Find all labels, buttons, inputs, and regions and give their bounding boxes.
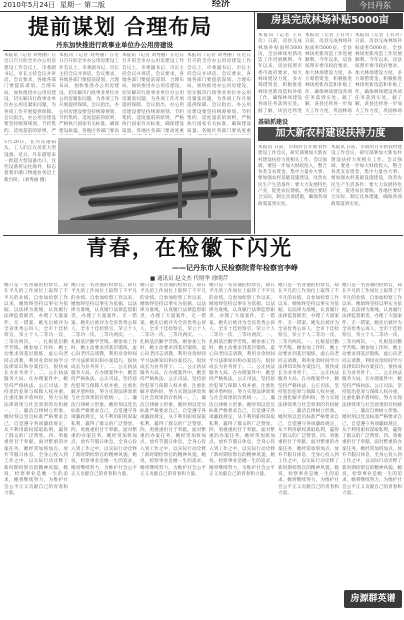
edition-number: 第二版 [84, 1, 105, 9]
right-mid-title: 加大新农村建设扶持力度 [275, 128, 386, 139]
footer-banner-label: 房源群英谱 [350, 594, 396, 604]
right-top-body-col1: 本报讯（记者 王有功）日前，房县完成林场补贴面积5000亩，全县林场更新改造工作进展顺利。今年以来，房县按照市委市政府要求，加大林场建设力度，多方筹措资金，积极推进林场更新改造和补贴工作，确保林场建设各项任务落到实处。据了解，该县还将进 [258, 33, 302, 114]
feature-body-col4: 她只是一名普通的检察官，却在平凡的工作岗位上取得了不平凡的业绩。自参加检察工作以来，她始终坚持以事实为依据、以法律为准绳，认真履行法律监督职责，办理了大量案件，无一错案。她先后被评为全省优秀公诉人、全市十佳检察官，荣立个人二等功一次、三等功两次。一、扎根基层勤学苦练。刚参加工作时，她主动要求到基层锻炼，虚心向老同志请教，利用业余时间学习法律知识和办案技巧，很快成长为业务骨干。二、公正执法服务大局。在办理案件中，她坚持严格执法、公正司法，坚持惩治犯罪与保障人权并重，注重化解矛盾纠纷，努力实现法律效果与社会效果的有机统一。三、廉洁自律树立形象。她时刻以党员标准严格要求自己，自觉遵守各项廉政规定，从不利用职权谋取私利，赢得了群众的广泛赞誉。四、勇挑重担甘于奉献。面对繁重的办案任务，她经常加班加点，放弃节假日休息，全身心投入到工作之中，以实际行动诠释了新时期检察官的精神风貌。她说，检察事业是她一生的追求，她将继续努力，为维护社会公平正义贡献自己的青春和力量。 [209, 283, 275, 477]
issue-date: 2010年5月24日 [3, 1, 56, 9]
feature-subtitle: ——记丹东市人民检察院青年检察官李峥 [172, 264, 298, 272]
feature-body-col6: 她只是一名普通的检察官，却在平凡的工作岗位上取得了不平凡的业绩。自参加检察工作以来，她始终坚持以事实为依据、以法律为准绳，认真履行法律监督职责，办理了大量案件，无一错案。她先后被评为全省优秀公诉人、全市十佳检察官，荣立个人二等功一次、三等功两次。一、扎根基层勤学苦练。刚参加工作时，她主动要求到基层锻炼，虚心向老同志请教，利用业余时间学习法律知识和办案技巧，很快成长为业务骨干。二、公正执法服务大局。在办理案件中，她坚持严格执法、公正司法，坚持惩治犯罪与保障人权并重，注重化解矛盾纠纷，努力实现法律效果与社会效果的有机统一。三、廉洁自律树立形象。她时刻以党员标准严格要求自己，自觉遵守各项廉政规定，从不利用职权谋取私利，赢得了群众的广泛赞誉。四、勇挑重担甘于奉献。面对繁重的办案任务，她经常加班加点，放弃节假日休息，全身心投入到工作之中，以实际行动诠释了新时期检察官的精神风貌。她说，检察事业是她一生的追求，她将继续努力，为维护社会公平正义贡献自己的青春和力量。 [342, 283, 402, 496]
photo-caption: 5月20日，在丹东港码头，工人们正在吊装大型设备。近日，丹东港迎来一批超大型设备出口，这些设备将运往海外，标志着我市港口物流业务迈上新台阶。（刘秀丽 摄） [4, 140, 56, 183]
right-top-title-bar [257, 13, 403, 29]
feature-body-col5: 她只是一名普通的检察官，却在平凡的工作岗位上取得了不平凡的业绩。自参加检察工作以来，她始终坚持以事实为依据、以法律为准绳，认真履行法律监督职责，办理了大量案件，无一错案。她先后被评为全省优秀公诉人、全市十佳检察官，荣立个人二等功一次、三等功两次。一、扎根基层勤学苦练。刚参加工作时，她主动要求到基层锻炼，虚心向老同志请教，利用业余时间学习法律知识和办案技巧，很快成长为业务骨干。二、公正执法服务大局。在办理案件中，她坚持严格执法、公正司法，坚持惩治犯罪与保障人权并重，注重化解矛盾纠纷，努力实现法律效果与社会效果的有机统一。三、廉洁自律树立形象。她时刻以党员标准严格要求自己，自觉遵守各项廉政规定，从不利用职权谋取私利，赢得了群众的广泛赞誉。四、勇挑重担甘于奉献。面对繁重的办案任务，她经常加班加点，放弃节假日休息，全身心投入到工作之中，以实际行动诠释了新时期检察官的精神风貌。她说，检察事业是她一生的追求，她将继续努力，为维护社会公平正义贡献自己的青春和力量。 [278, 283, 339, 496]
feature-body-col1: 她只是一名普通的检察官，却在平凡的工作岗位上取得了不平凡的业绩。自参加检察工作以来，她始终坚持以事实为依据、以法律为准绳，认真履行法律监督职责，办理了大量案件，无一错案。她先后被评为全省优秀公诉人、全市十佳检察官，荣立个人二等功一次、三等功两次。一、扎根基层勤学苦练。刚参加工作时，她主动要求到基层锻炼，虚心向老同志请教，利用业余时间学习法律知识和办案技巧，很快成长为业务骨干。二、公正执法服务大局。在办理案件中，她坚持严格执法、公正司法，坚持惩治犯罪与保障人权并重，注重化解矛盾纠纷，努力实现法律效果与社会效果的有机统一。三、廉洁自律树立形象。她时刻以党员标准严格要求自己，自觉遵守各项廉政规定，从不利用职权谋取私利，赢得了群众的广泛赞誉。四、勇挑重担甘于奉献。面对繁重的办案任务，她经常加班加点，放弃节假日休息，全身心投入到工作之中，以实际行动诠释了新时期检察官的精神风貌。她说，检察事业是她一生的追求，她将继续努力，为维护社会公平正义贡献自己的青春和力量。 [4, 283, 68, 496]
right-mid-body-col1: 本报讯 日前，市政府召开新农村建设工作会议，研究部署加大新农村建设扶持力度相关工作。会议强调，要进一步加大财政投入，整合各类支农资金，集中力量办大事；要加强农村基础设施建设，改善农民生产生活条件；要大力发展特色产业，促进农民增收。各地区要结合实际，制定具体措施，确保各项政策落到实处。 [258, 145, 327, 207]
lead-photo [58, 138, 251, 234]
feature-byline: ■ 通讯员 赵文杰 代明华 徐明芹 [150, 276, 229, 282]
feature-title: 青春，在检徽下闪光 [86, 236, 293, 260]
column-divider [254, 12, 255, 234]
feature-body-col2: 她只是一名普通的检察官，却在平凡的工作岗位上取得了不平凡的业绩。自参加检察工作以来，她始终坚持以事实为依据、以法律为准绳，认真履行法律监督职责，办理了大量案件，无一错案。她先后被评为全省优秀公诉人、全市十佳检察官，荣立个人二等功一次、三等功两次。一、扎根基层勤学苦练。刚参加工作时，她主动要求到基层锻炼，虚心向老同志请教，利用业余时间学习法律知识和办案技巧，很快成长为业务骨干。二、公正执法服务大局。在办理案件中，她坚持严格执法、公正司法，坚持惩治犯罪与保障人权并重，注重化解矛盾纠纷，努力实现法律效果与社会效果的有机统一。三、廉洁自律树立形象。她时刻以党员标准严格要求自己，自觉遵守各项廉政规定，从不利用职权谋取私利，赢得了群众的广泛赞誉。四、勇挑重担甘于奉献。面对繁重的办案任务，她经常加班加点，放弃节假日休息，全身心投入到工作之中，以实际行动诠释了新时期检察官的精神风貌。她说，检察事业是她一生的追求，她将继续努力，为维护社会公平正义贡献自己的青春和力量。 [71, 283, 137, 477]
lead-rule [3, 50, 251, 51]
lead-body-col2: 本报讯（记者 刘秀丽）在近日召开的全市办公用房建设工作会议上，市委副书记、市长主持会议并讲话。会议要求，各地各部门要提前谋划、合理布局，加快推进办公用房建设，切实解决行政事业单位办公用房紧张问题，为各项工作开展提供保障。会议指出，办公用房建设要坚持统筹规划、节约集约、适度超前的原则，严格执行国家有关标准，确保建设质量。各地区各部门要高 [59, 53, 119, 134]
lead-body-col1: 本报讯（记者 刘秀丽）在近日召开的全市办公用房建设工作会议上，市委副书记、市长主持会议并讲话。会议要求，各地各部门要提前谋划、合理布局，加快推进办公用房建设，切实解决行政事业单位办公用房紧张问题，为各项工作开展提供保障。会议指出，办公用房建设要坚持统筹规划、节约集约、适度超前的原则，严 [4, 53, 56, 134]
feature-body-col3: 她只是一名普通的检察官，却在平凡的工作岗位上取得了不平凡的业绩。自参加检察工作以来，她始终坚持以事实为依据、以法律为准绳，认真履行法律监督职责，办理了大量案件，无一错案。她先后被评为全省优秀公诉人、全市十佳检察官，荣立个人二等功一次、三等功两次。一、扎根基层勤学苦练。刚参加工作时，她主动要求到基层锻炼，虚心向老同志请教，利用业余时间学习法律知识和办案技巧，很快成长为业务骨干。二、公正执法服务大局。在办理案件中，她坚持严格执法、公正司法，坚持惩治犯罪与保障人权并重，注重化解矛盾纠纷，努力实现法律效果与社会效果的有机统一。三、廉洁自律树立形象。她时刻以党员标准严格要求自己，自觉遵守各项廉政规定，从不利用职权谋取私利，赢得了群众的广泛赞誉。四、勇挑重担甘于奉献。面对繁重的办案任务，她经常加班加点，放弃节假日休息，全身心投入到工作之中，以实际行动诠释了新时期检察官的精神风貌。她说，检察事业是她一生的追求，她将继续努力，为维护社会公平正义贡献自己的青春和力量。 [140, 283, 206, 477]
right-mid-body-col2: 本报讯 日前，市政府召开新农村建设工作会议，研究部署加大新农村建设扶持力度相关工作。会议强调，要进一步加大财政投入，整合各类支农资金，集中力量办大事；要加强农村基础设施建设，改善农民生产生活条件；要大力发展特色产业，促进农民增收。各地区要结合实际，制定具体措施，确保各项政策落到实处。 [331, 145, 402, 207]
lead-subtitle: 丹东加快推进行政事业单位办公用房建设 [56, 41, 173, 49]
paper-name: 今日丹东 [346, 0, 404, 11]
section-name: 经济 [212, 0, 231, 9]
footer-banner [344, 590, 402, 608]
right-top-title: 房县完成林场补贴5000亩 [271, 15, 389, 26]
right-mid-tag: 基础抓建设 [258, 119, 289, 126]
right-top-body-col3: 本报讯（记者 王有功）日前，房县完成林场补贴面积5000亩，全县林场更新改造工作进展顺利。今年以来，房县按照市委市政府要求，加大林场建设力度，多方筹措资金，积极推进林场更新改造和补贴工作，确保林场建设各项任务落到实处。据了解，该县还将进一步加大工作力度，巩固林场 [355, 33, 402, 114]
page-header [0, 0, 404, 12]
right-top-body-col2: 本报讯（记者 王有功）日前，房县完成林场补贴面积5000亩，全县林场更新改造工作进展顺利。今年以来，房县按照市委市政府要求，加大林场建设力度，多方筹措资金，积极推进林场更新改造和补贴工作，确保林场建设各项任务落到实处。据了解，该县还将进一步加大工作力度，巩固林场 [305, 33, 352, 114]
lead-title: 提前谋划 合理布局 [28, 15, 213, 39]
issue-weekday: 星期一 [60, 1, 81, 9]
right-mid-title-bar [258, 127, 403, 141]
lead-body-col3: 本报讯（记者 刘秀丽）在近日召开的全市办公用房建设工作会议上，市委副书记、市长主持会议并讲话。会议要求，各地各部门要提前谋划、合理布局，加快推进办公用房建设，切实解决行政事业单位办公用房紧张问题，为各项工作开展提供保障。会议指出，办公用房建设要坚持统筹规划、节约集约、适度超前的原则，严格执行国家有关标准，确保建设质量。各地区各部门要高度重 [122, 53, 184, 134]
lead-body-col4: 本报讯（记者 刘秀丽）在近日召开的全市办公用房建设工作会议上，市委副书记、市长主持会议并讲话。会议要求，各地各部门要提前谋划、合理布局，加快推进办公用房建设，切实解决行政事业单位办公用房紧张问题，为各项工作开展提供保障。会议指出，办公用房建设要坚持统筹规划、节约集约、适度超前的原则，严格执行国家有关标准，确保建设质量。各地区各部门要高度重 [187, 53, 251, 134]
